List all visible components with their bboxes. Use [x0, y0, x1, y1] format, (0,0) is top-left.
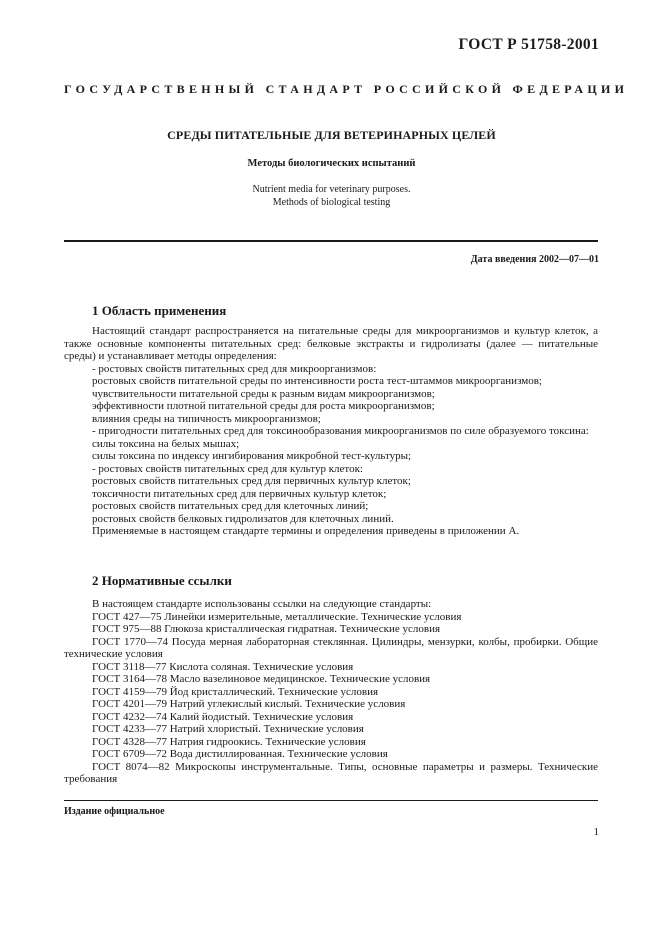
paragraph: Применяемые в настоящем стандарте термины и определения приведены в приложении А.: [92, 525, 520, 537]
reference-item: ГОСТ 6709—72 Вода дистиллированная. Технические условия: [92, 748, 388, 760]
list-item: ростовых свойств питательных сред для первичных культур клеток;: [92, 475, 411, 487]
reference-item: ГОСТ 4159—79 Йод кристаллический. Технические условия: [92, 685, 379, 698]
header-divider: [64, 240, 598, 242]
reference-item: ГОСТ 975—88 Глюкоза кристаллическая гидратная. Технические условия: [92, 623, 441, 635]
english-title-line-1: Nutrient media for veterinary purposes.: [252, 184, 411, 195]
list-item: - ростовых свойств питательных сред для культур клеток:: [92, 462, 363, 475]
list-item: - ростовых свойств питательных сред для микроорганизмов:: [92, 362, 377, 375]
section-1-body: [64, 325, 598, 538]
reference-item: ГОСТ 8074—82 Микроскопы инструментальные. Типы, основные параметры и размеры. Технические требования: [64, 760, 598, 785]
list-item: эффективности плотной питательной среды для роста микроорганизмов;: [92, 400, 435, 412]
section-2-title: 2 Нормативные ссылки: [92, 573, 232, 588]
document-number: ГОСТ Р 51758-2001: [458, 36, 599, 53]
reference-item: ГОСТ 4201—79 Натрий углекислый кислый. Технические условия: [92, 698, 406, 710]
reference-item: ГОСТ 427—75 Линейки измерительные, металлические. Технические условия: [92, 610, 462, 623]
section-2-body: [64, 598, 598, 786]
title-block: [64, 128, 599, 209]
english-title: [64, 183, 599, 209]
list-item: силы токсина на белых мышах;: [92, 437, 240, 450]
list-item: токсичности питательных сред для первичных культур клеток;: [92, 487, 387, 500]
reference-item: ГОСТ 3118—77 Кислота соляная. Технические условия: [92, 660, 354, 673]
reference-item: ГОСТ 4232—74 Калий йодистый. Технические условия: [92, 710, 354, 723]
reference-item: ГОСТ 1770—74 Посуда мерная лабораторная стеклянная. Цилиндры, мензурки, колбы, пробирки. Общие технические условия: [64, 635, 598, 660]
footer-divider: [64, 800, 598, 801]
reference-item: ГОСТ 4328—77 Натрия гидроокись. Технические условия: [92, 735, 366, 748]
list-item: ростовых свойств белковых гидролизатов для клеточных линий.: [92, 512, 394, 525]
introduction-date: Дата введения 2002—07—01: [470, 254, 599, 265]
document-subtitle: Методы биологических испытаний: [247, 158, 416, 169]
page-number: 1: [593, 826, 599, 838]
english-title-line-2: Methods of biological testing: [272, 197, 391, 208]
paragraph: Настоящий стандарт распространяется на питательные среды для микроорганизмов и культур клеток, а также основные компоненты питательных сред: белковые экстракты и гидролизаты (далее — питательные среды) и устанавливает методы определения:: [64, 325, 598, 362]
reference-item: ГОСТ 4233—77 Натрий хлористый. Технические условия: [92, 723, 364, 735]
list-item: силы токсина по индексу ингибирования микробной тест-культуры;: [92, 450, 412, 462]
section-1-title: 1 Область применения: [92, 303, 227, 318]
list-item: ростовых свойств питательной среды по интенсивности роста тест-штаммов микроорганизмов;: [92, 375, 542, 387]
list-item: влияния среды на типичность микроорганизмов;: [92, 412, 321, 425]
list-item: чувствительности питательной среды к разным видам микроорганизмов;: [92, 387, 435, 400]
paragraph: В настоящем стандарте использованы ссылки на следующие стандарты:: [92, 598, 432, 610]
list-item: ростовых свойств питательных сред для клеточных линий;: [92, 500, 369, 512]
document-title: СРЕДЫ ПИТАТЕЛЬНЫЕ ДЛЯ ВЕТЕРИНАРНЫХ ЦЕЛЕЙ: [167, 128, 496, 142]
edition-note: Издание официальное: [64, 806, 165, 817]
reference-item: ГОСТ 3164—78 Масло вазелиновое медицинское. Технические условия: [92, 673, 431, 685]
standard-header: ГОСУДАРСТВЕННЫЙ СТАНДАРТ РОССИЙСКОЙ ФЕДЕРАЦИИ: [64, 82, 629, 96]
list-item: - пригодности питательных сред для токсинообразования микроорганизмов по силе образуемого токсина:: [92, 425, 589, 437]
